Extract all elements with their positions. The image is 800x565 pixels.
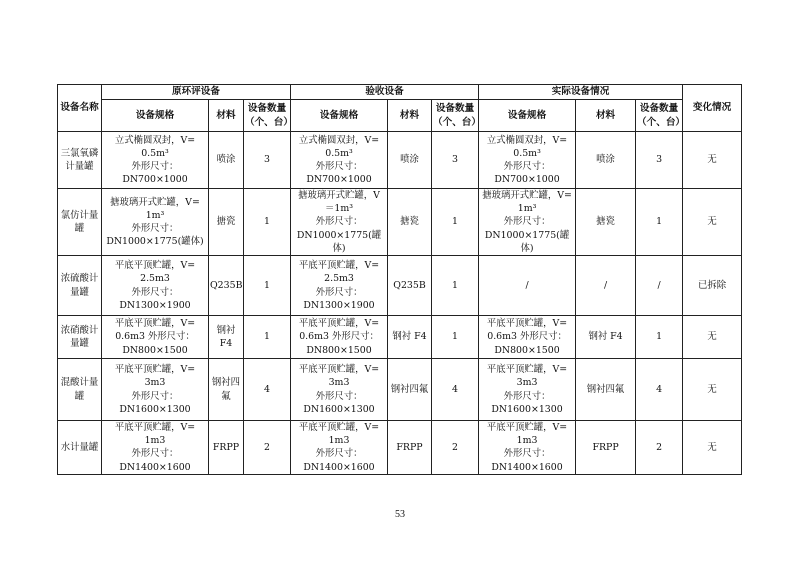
actual-spec-cell-line: 外形尺寸： (503, 161, 551, 172)
original-quantity-cell: 3 (244, 132, 291, 189)
acceptance-spec-cell-line: 1m3 (328, 435, 350, 447)
actual-quantity-cell: 2 (636, 421, 683, 475)
acceptance-spec-cell-line: 搪玻璃开式贮罐，V (298, 190, 380, 201)
acceptance-material-cell: 钢衬四氟 (388, 359, 432, 421)
equipment-name-cell-line: 量罐 (70, 286, 89, 298)
equipment-name-cell-line: 浓硫酸计 (60, 273, 99, 285)
actual-spec-cell (479, 359, 576, 421)
actual-spec-cell-line: 1m³ (517, 203, 537, 215)
actual-spec-cell (479, 189, 576, 256)
acceptance-quantity-cell: 4 (432, 359, 479, 421)
table-body (58, 132, 742, 475)
table-row (58, 132, 742, 189)
original-material-cell: 搪瓷 (209, 189, 244, 256)
original-spec-cell-line: 搪玻璃开式贮罐，V= (110, 196, 200, 208)
original-material-cell: Q235B (209, 256, 244, 316)
acceptance-material-cell: Q235B (388, 256, 432, 316)
equipment-comparison-table (57, 84, 742, 475)
subheader-quantity: 设备数量 （个、台） (432, 100, 479, 132)
original-spec-cell-line: 平底平顶贮罐，V= (114, 422, 196, 434)
equipment-name-cell-line: 混酸计量 (60, 377, 99, 389)
actual-spec-cell (479, 256, 576, 316)
equipment-name-cell (58, 421, 102, 475)
actual-quantity-cell: 1 (636, 316, 683, 359)
original-material-cell: 喷涂 (209, 132, 244, 189)
original-material-cell: FRPP (209, 421, 244, 475)
actual-spec-cell-line: 立式椭圆双封，V= (486, 134, 568, 146)
table-row (58, 359, 742, 421)
acceptance-quantity-cell: 3 (432, 132, 479, 189)
original-spec-cell (102, 256, 209, 316)
acceptance-material-cell: 钢衬 F4 (388, 316, 432, 359)
equipment-name-cell (58, 256, 102, 316)
actual-spec-cell-line: DN800×1500 (494, 344, 560, 356)
actual-spec-cell-line: / (525, 279, 529, 291)
actual-quantity-cell: 3 (636, 132, 683, 189)
table-row (58, 421, 742, 475)
acceptance-spec-cell-line: DN1400×1600 (303, 461, 375, 473)
original-spec-cell-line: 0.5m³ (141, 147, 169, 159)
actual-spec-cell-line: DN1400×1600 (491, 461, 563, 473)
actual-spec-cell-line: DN700×1000 (494, 174, 560, 186)
actual-material-cell: / (576, 256, 636, 316)
original-spec-cell (102, 316, 209, 359)
header-original-equipment: 原环评设备 (102, 85, 291, 100)
header-equipment-name: 设备名称 (58, 85, 102, 132)
actual-material-cell: 喷涂 (576, 132, 636, 189)
header-acceptance-equipment: 验收设备 (291, 85, 479, 100)
acceptance-spec-cell-line: 平底平顶贮罐，V= (298, 422, 380, 434)
equipment-name-cell-line: 水计量罐 (60, 441, 99, 453)
original-material-cell: 钢衬 F4 (209, 316, 244, 359)
original-spec-cell (102, 421, 209, 475)
acceptance-spec-cell-line: 0.5m³ (325, 147, 353, 159)
original-spec-cell-line: 1m3 (144, 435, 166, 447)
subheader-material: 材料 (209, 100, 244, 132)
actual-spec-cell (479, 316, 576, 359)
actual-spec-cell-line: 平底平顶贮罐，V= (486, 422, 568, 434)
change-cell: 无 (683, 189, 742, 256)
actual-quantity-cell: 1 (636, 189, 683, 256)
acceptance-spec-cell-line: 外形尺寸： (315, 161, 363, 172)
equipment-name-cell (58, 316, 102, 359)
subheader-spec: 设备规格 (102, 100, 209, 132)
original-spec-cell-line: 外形尺寸： (131, 448, 179, 460)
acceptance-spec-cell-line: 外形尺寸： (315, 216, 363, 228)
change-cell: 无 (683, 132, 742, 189)
actual-quantity-cell: / (636, 256, 683, 316)
original-quantity-cell: 1 (244, 316, 291, 359)
original-spec-cell-line: 3m3 (144, 377, 166, 389)
table-row (58, 316, 742, 359)
original-spec-cell-line: 平底平顶贮罐，V= (114, 318, 196, 330)
acceptance-spec-cell-line: 3m3 (328, 377, 350, 389)
acceptance-spec-cell (291, 359, 388, 421)
equipment-name-cell-line: 罐 (74, 390, 85, 402)
change-cell: 无 (683, 359, 742, 421)
change-cell: 无 (683, 316, 742, 359)
original-spec-cell (102, 359, 209, 421)
acceptance-material-cell: FRPP (388, 421, 432, 475)
acceptance-quantity-cell: 1 (432, 256, 479, 316)
acceptance-spec-cell-line: ＝1m³ (325, 203, 354, 215)
subheader-quantity: 设备数量 （个、台） (636, 100, 683, 132)
actual-quantity-cell: 4 (636, 359, 683, 421)
actual-spec-cell-line: 外形尺寸： (503, 216, 551, 228)
original-spec-cell-line: 2.5m3 (140, 273, 170, 285)
equipment-name-cell (58, 132, 102, 189)
actual-spec-cell (479, 421, 576, 475)
acceptance-quantity-cell: 1 (432, 189, 479, 256)
acceptance-spec-cell-line: 外形尺寸： (315, 448, 363, 460)
original-quantity-cell: 1 (244, 189, 291, 256)
original-spec-cell-line: DN1600×1300 (119, 403, 191, 415)
acceptance-spec-cell-line: 0.6m3 外形尺寸： (299, 331, 379, 343)
original-spec-cell-line: 平底平顶贮罐，V= (114, 364, 196, 376)
actual-spec-cell-line: DN1600×1300 (491, 403, 563, 415)
original-spec-cell-line: DN700×1000 (122, 174, 188, 186)
original-spec-cell-line: DN1400×1600 (119, 461, 191, 473)
original-spec-cell-line: 平底平顶贮罐，V= (114, 260, 196, 272)
acceptance-material-cell: 搪瓷 (388, 189, 432, 256)
actual-spec-cell-line: 平底平顶贮罐，V= (486, 364, 568, 376)
subheader-spec: 设备规格 (291, 100, 388, 132)
actual-spec-cell-line: DN1000×1775(罐体) (484, 229, 570, 254)
acceptance-quantity-cell: 2 (432, 421, 479, 475)
original-material-cell: 钢衬四氟 (209, 359, 244, 421)
change-cell: 无 (683, 421, 742, 475)
actual-material-cell: FRPP (576, 421, 636, 475)
acceptance-spec-cell (291, 189, 388, 256)
actual-spec-cell-line: 1m3 (516, 435, 538, 447)
acceptance-spec-cell-line: 外形尺寸： (315, 286, 363, 298)
acceptance-spec-cell-line: DN1300×1900 (303, 299, 375, 311)
header-actual-equipment: 实际设备情况 (479, 85, 683, 100)
original-spec-cell-line: 外形尺寸： (131, 286, 179, 298)
actual-spec-cell-line: 0.5m³ (513, 147, 541, 159)
header-change: 变化情况 (683, 85, 742, 132)
original-quantity-cell: 2 (244, 421, 291, 475)
actual-spec-cell-line: 外形尺寸： (503, 390, 551, 402)
equipment-name-cell-line: 量罐 (70, 338, 89, 350)
subheader-spec: 设备规格 (479, 100, 576, 132)
actual-spec-cell-line: 平底平顶贮罐，V= (486, 318, 568, 330)
original-spec-cell-line: 外形尺寸： (131, 390, 179, 402)
acceptance-spec-cell (291, 256, 388, 316)
acceptance-spec-cell-line: 立式椭圆双封，V= (298, 134, 380, 146)
equipment-name-cell-line: 计量罐 (65, 161, 94, 172)
subheader-quantity: 设备数量 （个、台） (244, 100, 291, 132)
original-spec-cell-line: DN800×1500 (122, 344, 188, 356)
original-spec-cell (102, 132, 209, 189)
original-spec-cell-line: 0.6m3 外形尺寸： (115, 331, 195, 343)
acceptance-spec-cell-line: 2.5m3 (324, 273, 354, 285)
equipment-name-cell (58, 359, 102, 421)
acceptance-spec-cell (291, 316, 388, 359)
original-spec-cell (102, 189, 209, 256)
sub-header-row (58, 100, 742, 132)
original-spec-cell-line: DN1000×1775(罐体) (106, 236, 204, 248)
original-quantity-cell: 4 (244, 359, 291, 421)
acceptance-spec-cell-line: 平底平顶贮罐，V= (298, 260, 380, 272)
equipment-name-cell-line: 三氯氧磷 (60, 147, 99, 159)
change-cell: 已拆除 (683, 256, 742, 316)
actual-spec-cell-line: 0.6m3 外形尺寸： (487, 331, 567, 343)
actual-spec-cell-line: 外形尺寸： (503, 448, 551, 460)
table-row (58, 189, 742, 256)
acceptance-spec-cell-line: 平底平顶贮罐，V= (298, 364, 380, 376)
actual-spec-cell-line: 3m3 (516, 377, 538, 389)
acceptance-spec-cell-line: 平底平顶贮罐，V= (298, 318, 380, 330)
acceptance-quantity-cell: 1 (432, 316, 479, 359)
actual-spec-cell-line: 搪玻璃开式贮罐，V= (482, 190, 572, 201)
group-header-row (58, 85, 742, 100)
table-row (58, 256, 742, 316)
original-quantity-cell: 1 (244, 256, 291, 316)
equipment-name-cell-line: 罐 (74, 223, 85, 234)
original-spec-cell-line: 外形尺寸： (131, 223, 179, 234)
subheader-material: 材料 (388, 100, 432, 132)
page-number: 53 (395, 509, 405, 520)
subheader-material: 材料 (576, 100, 636, 132)
acceptance-spec-cell-line: DN800×1500 (306, 344, 372, 356)
original-spec-cell-line: 外形尺寸： (131, 161, 179, 172)
acceptance-spec-cell-line: DN1000×1775(罐体) (296, 229, 382, 254)
equipment-name-cell-line: 浓硝酸计 (60, 324, 99, 336)
original-spec-cell-line: 立式椭圆双封，V= (114, 134, 196, 146)
acceptance-spec-cell-line: DN1600×1300 (303, 403, 375, 415)
actual-material-cell: 钢衬四氟 (576, 359, 636, 421)
acceptance-spec-cell (291, 421, 388, 475)
actual-spec-cell (479, 132, 576, 189)
acceptance-material-cell: 喷涂 (388, 132, 432, 189)
acceptance-spec-cell-line: 外形尺寸： (315, 390, 363, 402)
original-spec-cell-line: 1m³ (145, 209, 165, 221)
equipment-name-cell (58, 189, 102, 256)
acceptance-spec-cell-line: DN700×1000 (306, 174, 372, 186)
actual-material-cell: 搪瓷 (576, 189, 636, 256)
actual-material-cell: 钢衬 F4 (576, 316, 636, 359)
equipment-name-cell-line: 氯仿计量 (60, 209, 99, 221)
acceptance-spec-cell (291, 132, 388, 189)
original-spec-cell-line: DN1300×1900 (119, 299, 191, 311)
